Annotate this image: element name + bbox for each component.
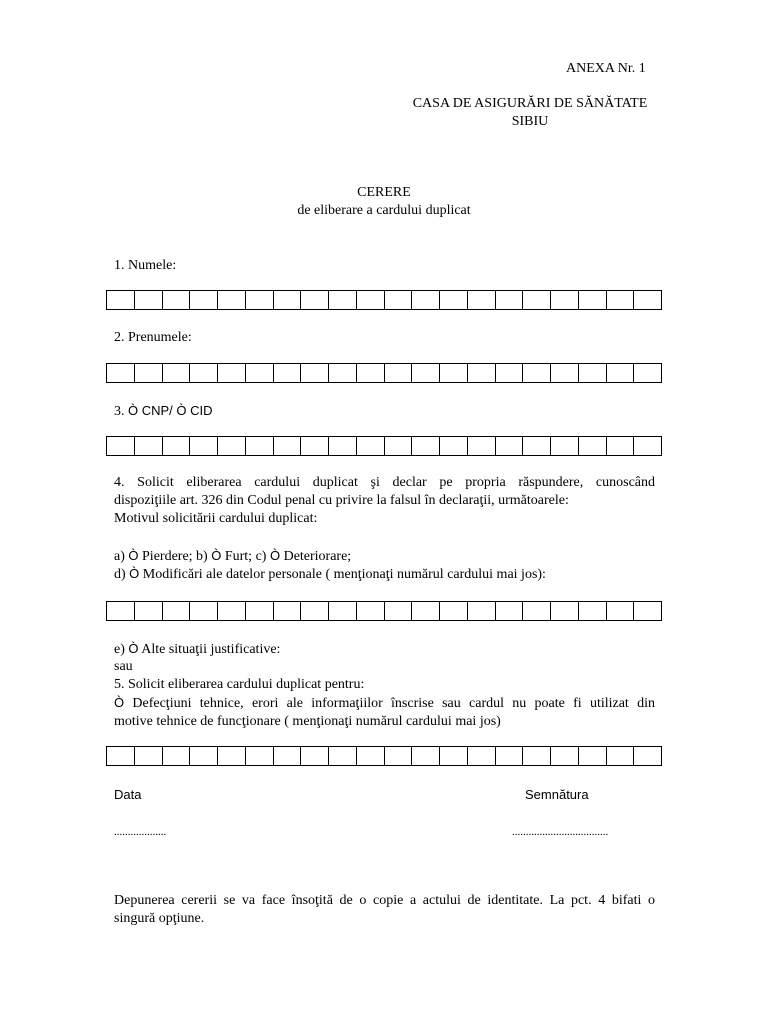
card-number-cell[interactable] <box>633 747 661 765</box>
card-number-cell[interactable] <box>411 602 439 620</box>
option-a-prefix: a) <box>114 549 129 564</box>
name-cell[interactable] <box>439 291 467 309</box>
id-grid[interactable] <box>106 436 662 456</box>
option-c-checkbox[interactable]: Ò <box>269 548 281 563</box>
card-number-cell[interactable] <box>550 747 578 765</box>
card-number-cell[interactable] <box>273 747 301 765</box>
surname-cell[interactable] <box>439 364 467 382</box>
card-number-cell[interactable] <box>273 602 301 620</box>
option-a-label: Pierdere; b) <box>138 549 212 564</box>
card-number-cell[interactable] <box>300 602 328 620</box>
options-abc-row <box>114 547 351 566</box>
name-cell[interactable] <box>633 291 661 309</box>
option-b-label: Furt; c) <box>221 549 270 564</box>
name-cell[interactable] <box>578 291 606 309</box>
id-cell[interactable] <box>633 437 661 455</box>
id-cell[interactable] <box>107 437 134 455</box>
name-cell[interactable] <box>273 291 301 309</box>
id-type-number: 3. <box>114 404 128 419</box>
card-number-cell[interactable] <box>495 602 523 620</box>
card-number-cell[interactable] <box>245 602 273 620</box>
name-cell[interactable] <box>384 291 412 309</box>
cid-checkbox[interactable]: Ò <box>176 403 187 418</box>
name-cell[interactable] <box>467 291 495 309</box>
id-cell[interactable] <box>245 437 273 455</box>
card-number-grid-d[interactable] <box>106 601 662 621</box>
section5-line2-row <box>114 694 655 713</box>
option-d-prefix: d) <box>114 567 130 582</box>
id-cell[interactable] <box>411 437 439 455</box>
card-number-cell[interactable] <box>217 747 245 765</box>
card-number-cell[interactable] <box>217 602 245 620</box>
date-label: Data <box>114 787 142 802</box>
surname-cell[interactable] <box>300 364 328 382</box>
card-number-grid-5[interactable] <box>106 746 662 766</box>
name-cell[interactable] <box>356 291 384 309</box>
surname-cell[interactable] <box>328 364 356 382</box>
id-cell[interactable] <box>356 437 384 455</box>
id-cell[interactable] <box>189 437 217 455</box>
id-cell[interactable] <box>578 437 606 455</box>
id-cell[interactable] <box>273 437 301 455</box>
card-number-cell[interactable] <box>606 747 634 765</box>
id-cell[interactable] <box>550 437 578 455</box>
option-e-label: Alte situaţii justificative: <box>138 642 281 657</box>
name-cell[interactable] <box>328 291 356 309</box>
name-grid[interactable] <box>106 290 662 310</box>
surname-cell[interactable] <box>107 364 134 382</box>
id-cell[interactable] <box>328 437 356 455</box>
option-d-label: Modificări ale datelor personale ( menţionaţi numărul cardului mai jos): <box>139 567 546 582</box>
card-number-cell[interactable] <box>134 602 162 620</box>
surname-cell[interactable] <box>134 364 162 382</box>
cnp-label: CNP/ <box>138 403 177 418</box>
card-number-cell[interactable] <box>245 747 273 765</box>
footer-note <box>114 892 655 928</box>
option-a-checkbox[interactable]: Ò <box>128 548 139 563</box>
surname-cell[interactable] <box>273 364 301 382</box>
card-number-cell[interactable] <box>162 747 190 765</box>
name-label: 1. Numele: <box>114 258 177 273</box>
surname-cell[interactable] <box>467 364 495 382</box>
card-number-cell[interactable] <box>467 747 495 765</box>
card-number-cell[interactable] <box>467 602 495 620</box>
surname-cell[interactable] <box>633 364 661 382</box>
card-number-cell[interactable] <box>162 602 190 620</box>
id-type-row <box>114 402 213 421</box>
card-number-cell[interactable] <box>189 747 217 765</box>
id-cell[interactable] <box>495 437 523 455</box>
cid-label: CID <box>186 403 213 418</box>
id-cell[interactable] <box>467 437 495 455</box>
form-title: CERERE <box>357 185 411 200</box>
institution-city: SIBIU <box>511 114 549 129</box>
section5-line3: motive tehnice de funcţionare ( menţionaţi numărul cardului mai jos) <box>114 714 501 729</box>
annex-number: ANEXA Nr. 1 <box>566 61 646 76</box>
name-cell[interactable] <box>495 291 523 309</box>
section5-paragraph <box>114 694 655 731</box>
card-number-cell[interactable] <box>578 602 606 620</box>
section4-line2: dispoziţiile art. 326 din Codul penal cu privire la falsul în declaraţii, următoarele: <box>114 493 569 508</box>
surname-label: 2. Prenumele: <box>114 330 192 345</box>
cnp-checkbox[interactable]: Ò <box>128 403 139 418</box>
card-number-cell[interactable] <box>107 602 134 620</box>
surname-cell[interactable] <box>245 364 273 382</box>
card-number-cell[interactable] <box>384 602 412 620</box>
footer-line2: singură opţiune. <box>114 911 205 926</box>
surname-cell[interactable] <box>495 364 523 382</box>
surname-cell[interactable] <box>578 364 606 382</box>
card-number-cell[interactable] <box>578 747 606 765</box>
card-number-cell[interactable] <box>107 747 134 765</box>
name-cell[interactable] <box>411 291 439 309</box>
name-cell[interactable] <box>107 291 134 309</box>
id-cell[interactable] <box>162 437 190 455</box>
name-cell[interactable] <box>522 291 550 309</box>
surname-cell[interactable] <box>217 364 245 382</box>
name-cell[interactable] <box>189 291 217 309</box>
name-cell[interactable] <box>245 291 273 309</box>
institution-name: CASA DE ASIGURĂRI DE SĂNĂTATE <box>412 96 648 111</box>
surname-cell[interactable] <box>411 364 439 382</box>
id-cell[interactable] <box>606 437 634 455</box>
footer-line1: Depunerea cererii se va face însoţită de o copie a actului de identitate. La pct. 4 bifati o <box>114 893 655 908</box>
card-number-cell[interactable] <box>550 602 578 620</box>
card-number-cell[interactable] <box>328 602 356 620</box>
option-c-label: Deteriorare; <box>280 549 352 564</box>
name-cell[interactable] <box>300 291 328 309</box>
surname-grid[interactable] <box>106 363 662 383</box>
name-cell[interactable] <box>162 291 190 309</box>
card-number-cell[interactable] <box>134 747 162 765</box>
id-cell[interactable] <box>300 437 328 455</box>
name-cell[interactable] <box>217 291 245 309</box>
technical-defect-checkbox[interactable]: Ò <box>114 695 125 710</box>
option-d-checkbox[interactable]: Ò <box>129 566 140 581</box>
section5-heading: 5. Solicit eliberarea cardului duplicat pentru: <box>114 677 365 692</box>
surname-cell[interactable] <box>606 364 634 382</box>
id-cell[interactable] <box>217 437 245 455</box>
option-d-row <box>114 565 546 584</box>
surname-cell[interactable] <box>550 364 578 382</box>
name-cell[interactable] <box>550 291 578 309</box>
card-number-cell[interactable] <box>439 747 467 765</box>
or-separator: sau <box>114 659 133 674</box>
card-number-cell[interactable] <box>411 747 439 765</box>
technical-defect-label: Defecţiuni tehnice, erori ale informaţiilor înscrise sau cardul nu poate fi utilizat din <box>124 696 655 711</box>
card-number-cell[interactable] <box>328 747 356 765</box>
surname-cell[interactable] <box>162 364 190 382</box>
card-number-cell[interactable] <box>522 747 550 765</box>
id-cell[interactable] <box>134 437 162 455</box>
surname-cell[interactable] <box>356 364 384 382</box>
card-number-cell[interactable] <box>300 747 328 765</box>
surname-cell[interactable] <box>189 364 217 382</box>
card-number-cell[interactable] <box>522 602 550 620</box>
id-cell[interactable] <box>439 437 467 455</box>
card-number-cell[interactable] <box>189 602 217 620</box>
section4-line3: Motivul solicitării cardului duplicat: <box>114 511 318 526</box>
name-cell[interactable] <box>606 291 634 309</box>
id-cell[interactable] <box>522 437 550 455</box>
card-number-cell[interactable] <box>384 747 412 765</box>
card-number-cell[interactable] <box>633 602 661 620</box>
option-e-row <box>114 640 280 659</box>
signature-field[interactable]: ................................... <box>512 826 609 838</box>
section4-paragraph <box>114 474 655 528</box>
id-cell[interactable] <box>384 437 412 455</box>
card-number-cell[interactable] <box>439 602 467 620</box>
card-number-cell[interactable] <box>606 602 634 620</box>
signature-label: Semnătura <box>525 787 589 802</box>
section4-line1: 4. Solicit eliberarea cardului duplicat şi declar pe propria răspundere, cunoscând <box>114 475 655 490</box>
card-number-cell[interactable] <box>495 747 523 765</box>
surname-cell[interactable] <box>384 364 412 382</box>
option-e-checkbox[interactable]: Ò <box>128 641 139 656</box>
card-number-cell[interactable] <box>356 747 384 765</box>
option-e-prefix: e) <box>114 642 129 657</box>
option-b-checkbox[interactable]: Ò <box>211 548 222 563</box>
card-number-cell[interactable] <box>356 602 384 620</box>
date-field[interactable]: ................... <box>114 826 167 838</box>
form-subtitle: de eliberare a cardului duplicat <box>297 203 471 218</box>
name-cell[interactable] <box>134 291 162 309</box>
surname-cell[interactable] <box>522 364 550 382</box>
